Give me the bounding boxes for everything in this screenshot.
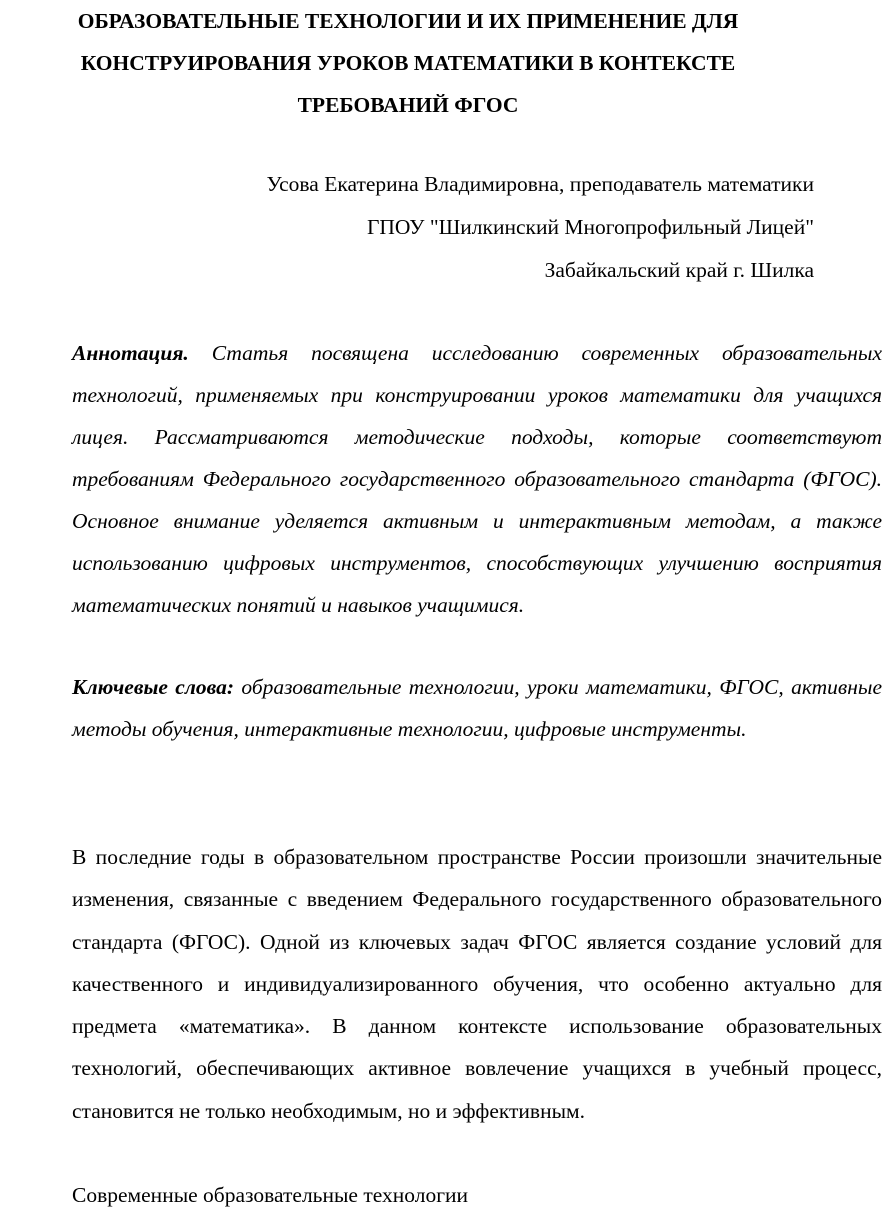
abstract-label: Аннотация. xyxy=(72,341,189,365)
body-paragraph-1: В последние годы в образовательном пространстве России произошли значительные изменения, связанные с введением Федерального государственного образовательного стандарта (ФГОС). Одной из ключевых задач ФГОС является создание условий для качественного и индивидуализированного обучения, что особенно актуально для предмета «математика». В данном контексте использование образовательных технологий, обеспечивающих активное вовлечение учащихся в учебный процесс, становится не только необходимым, но и эффективным. xyxy=(72,845,882,1123)
author-organization: ГПОУ "Шилкинский Многопрофильный Лицей" xyxy=(366,215,814,239)
author-block xyxy=(267,163,815,292)
section-subheading: Современные образовательные технологии xyxy=(72,1183,469,1207)
abstract-text: Статья посвящена исследованию современных образовательных технологий, применяемых при конструировании уроков математики для учащихся лицея. Рассматриваются методические подходы, которые соответствуют требованиям Федерального государственного образовательного стандарта (ФГОС). Основное внимание уделяется активным и интерактивным методам, а также использованию цифровых инструментов, способствующих улучшению восприятия математических понятий и навыков учащимися. xyxy=(72,341,882,617)
keywords-paragraph xyxy=(4,666,882,750)
keywords-label: Ключевые слова: xyxy=(72,675,234,699)
article-title xyxy=(0,0,816,126)
abstract-paragraph xyxy=(4,332,882,626)
title-line-2: КОНСТРУИРОВАНИЯ УРОКОВ МАТЕМАТИКИ В КОНТЕКСТЕ xyxy=(80,51,736,75)
title-line-1: ОБРАЗОВАТЕЛЬНЫЕ ТЕХНОЛОГИИ И ИХ ПРИМЕНЕНИЕ ДЛЯ xyxy=(77,9,739,33)
keywords-text: образовательные технологии, уроки математики, ФГОС, активные методы обучения, интерактивные технологии, цифровые инструменты. xyxy=(72,675,882,741)
author-location: Забайкальский край г. Шилка xyxy=(544,258,814,282)
title-line-3: ТРЕБОВАНИЙ ФГОС xyxy=(297,93,519,117)
author-name-position: Усова Екатерина Владимировна, преподаватель математики xyxy=(266,172,814,196)
